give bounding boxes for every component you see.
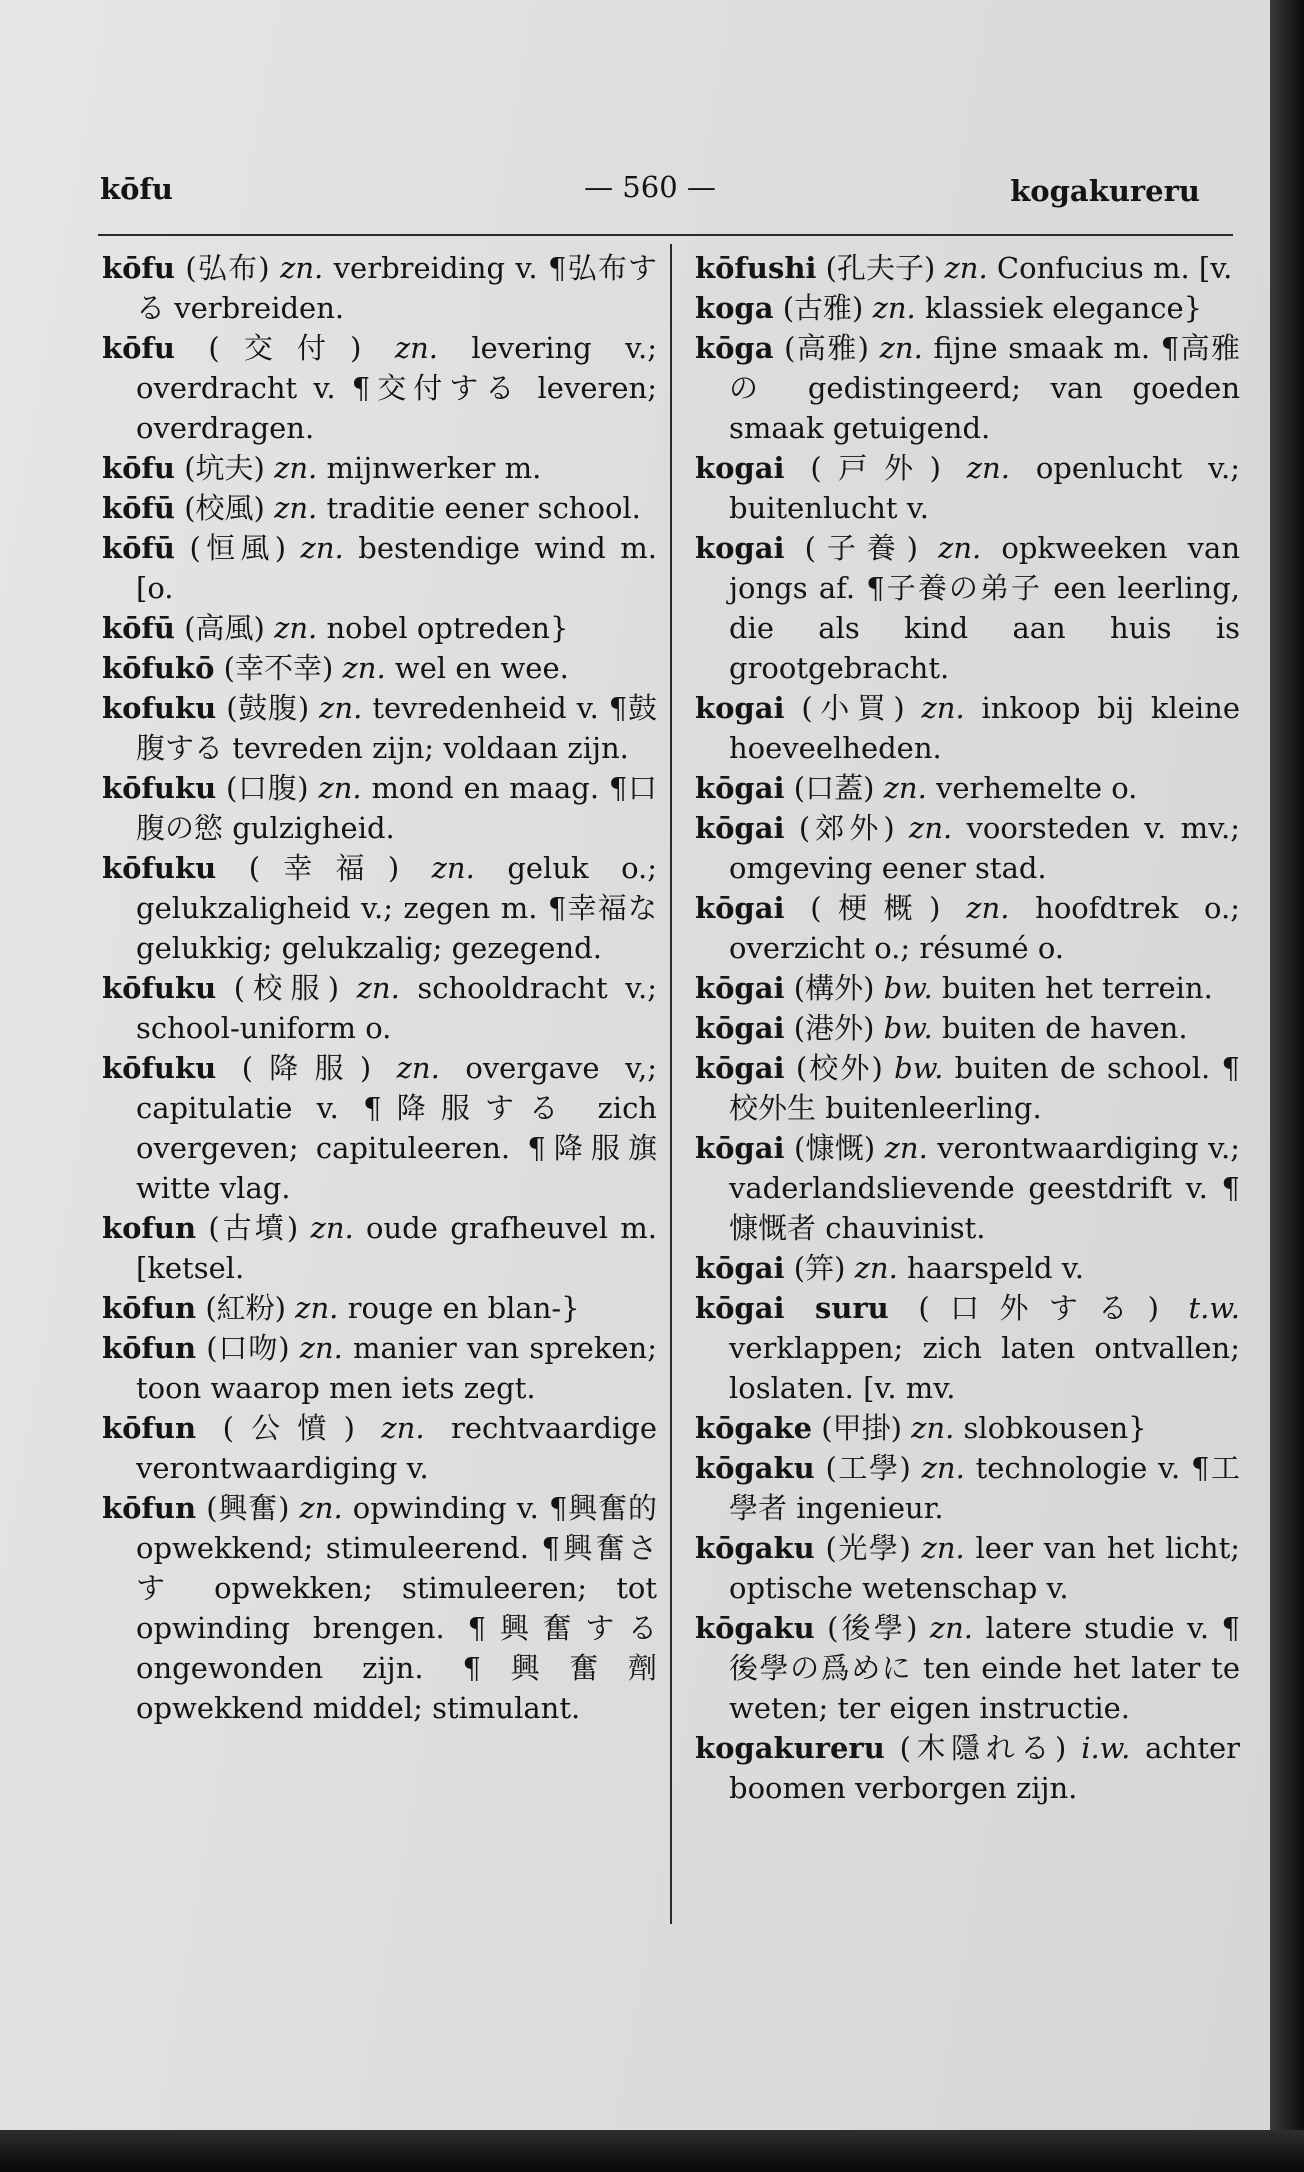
entry-headword: koga [695,291,774,325]
entry-headword: kōgaku [695,1611,815,1645]
dictionary-entry [695,968,1240,1008]
entry-definition: manier van spreken; toon waarop men iets zegt. [136,1331,658,1405]
entry-headword: kōfuku [102,771,217,805]
entry-definition: openlucht v.; buitenlucht v. [729,451,1240,525]
entry-part-of-speech: t.w. [1188,1291,1241,1325]
entry-kanji: (甲掛) [821,1411,902,1445]
entry-headword: kōfun [102,1331,197,1365]
entry-part-of-speech: zn. [356,971,400,1005]
entry-part-of-speech: zn. [909,811,953,845]
entry-headword: kōgai suru [695,1291,889,1325]
dictionary-entry [695,1288,1240,1408]
entry-kanji: (興奮) [206,1491,290,1525]
dictionary-entry [695,1008,1240,1048]
entry-part-of-speech: zn. [966,891,1010,925]
entry-part-of-speech: zn. [318,771,362,805]
header-left-guideword: kōfu [100,172,173,206]
dictionary-entry [695,1248,1240,1288]
entry-definition: verontwaardiging v.; vaderlandslievende geestdrift v. ¶慷慨者 chauvinist. [729,1131,1241,1245]
entry-headword: kōfū [102,531,175,565]
entry-kanji: (幸不幸) [223,651,334,685]
dictionary-entry [695,528,1240,688]
entry-part-of-speech: zn. [274,491,318,525]
entry-headword: kogai [695,451,785,485]
dictionary-entry [102,688,657,768]
entry-definition: klassiek elegance} [925,291,1203,325]
entry-part-of-speech: zn. [431,851,475,885]
entry-part-of-speech: zn. [966,451,1010,485]
entry-kanji: (弘布) [185,251,270,285]
entry-kanji: (小買) [801,691,905,725]
entry-headword: kofuku [102,691,217,725]
entry-headword: kogakureru [695,1731,885,1765]
entry-definition: rechtvaardige verontwaardiging v. [136,1411,658,1485]
entry-definition: Confucius m. [v. [996,251,1233,285]
header-right-guideword: kogakureru [1010,174,1200,208]
entry-part-of-speech: bw. [894,1051,944,1085]
entry-kanji: (孔夫子) [825,251,936,285]
entry-definition: wel en wee. [394,651,569,685]
page-number: — 560 — [584,170,716,204]
entry-definition: opkweeken van jongs af. ¶子養の弟子 een leerling, die als kind aan huis is grootgebracht. [729,531,1241,685]
entry-headword: kōgai [695,1131,785,1165]
dictionary-entry [102,1408,657,1488]
dictionary-entry [102,528,657,608]
entry-part-of-speech: zn. [274,611,318,645]
entry-part-of-speech: zn. [944,251,988,285]
entry-headword: kōgake [695,1411,813,1445]
entry-definition: mond en maag. ¶口腹の慾 gulzigheid. [136,771,658,845]
entry-part-of-speech: zn. [299,1491,343,1525]
entry-headword: kōgaku [695,1451,815,1485]
entry-definition: verklappen; zich laten ontvallen; loslaten. [v. mv. [729,1331,1240,1405]
entry-part-of-speech: zn. [319,691,363,725]
entry-kanji: (恒風) [189,531,287,565]
entry-kanji: (高風) [184,611,265,645]
entry-kanji: (光學) [825,1531,911,1565]
entry-part-of-speech: zn. [911,1411,955,1445]
entry-kanji: (慷慨) [793,1131,876,1165]
dictionary-entry [102,1208,657,1288]
entry-definition: verhemelte o. [936,771,1138,805]
entry-headword: kōfū [102,491,175,525]
entry-part-of-speech: zn. [879,331,923,365]
dictionary-entry [102,648,657,688]
entry-headword: kōgai [695,771,785,805]
dictionary-entry [102,448,657,488]
entry-kanji: (構外) [793,971,875,1005]
entry-headword: kōgaku [695,1531,815,1565]
entry-definition: leer van het licht; optische wetenschap v. [729,1531,1241,1605]
entry-part-of-speech: zn. [300,531,344,565]
entry-part-of-speech: zn. [310,1211,354,1245]
entry-part-of-speech: zn. [381,1411,425,1445]
entry-kanji: (高雅) [784,331,869,365]
dictionary-entry [695,888,1240,968]
entry-kanji: (降服) [241,1051,372,1085]
dictionary-entry [695,1048,1240,1128]
dictionary-entry [695,1608,1240,1728]
entry-headword: kōga [695,331,774,365]
dictionary-entry [102,1048,657,1208]
entry-kanji: (幸福) [248,851,400,885]
entry-part-of-speech: bw. [883,971,933,1005]
entry-headword: kōgai [695,1051,785,1085]
entry-part-of-speech: zn. [884,1131,928,1165]
entry-headword: kofun [102,1211,197,1245]
entry-kanji: (後學) [827,1611,918,1645]
entry-headword: kōfū [102,611,175,645]
dictionary-entry [695,768,1240,808]
entry-definition: voorsteden v. mv.; omgeving eener stad. [729,811,1241,885]
entry-headword: kōfun [102,1491,197,1525]
entry-kanji: (校風) [184,491,265,525]
entry-definition: tevredenheid v. ¶鼓腹する tevreden zijn; voldaan zijn. [136,691,658,765]
entry-definition: achter boomen verborgen zijn. [729,1731,1241,1805]
dictionary-entry [695,448,1240,528]
dictionary-entry [102,328,657,448]
entry-definition: buiten de school. ¶校外生 buitenleerling. [729,1051,1241,1125]
entry-kanji: (交付) [208,331,362,365]
entry-definition: schooldracht v.; school-uniform o. [136,971,658,1045]
entry-kanji: (校服) [233,971,340,1005]
entry-headword: kōgai [695,1251,785,1285]
entry-headword: kōgai [695,1011,785,1045]
entry-headword: kōfun [102,1411,197,1445]
right-column [695,248,1240,1808]
entry-part-of-speech: bw. [883,1011,933,1045]
dictionary-entry [695,248,1240,288]
entry-definition: geluk o.; gelukzaligheid v.; zegen m. ¶幸福な gelukkig; gelukzalig; gezegend. [136,851,658,965]
entry-kanji: (古墳) [208,1211,299,1245]
running-header [100,168,1200,212]
entry-definition: opwinding v. ¶興奮的 opwekkend; stimuleerend. ¶興奮さす opwekken; stimuleeren; tot opwinding brengen. ¶興奮する ongewonden zijn. ¶興奮劑 opwekkend middel; stimulant. [136,1491,658,1725]
entry-headword: kōgai [695,811,785,845]
entry-part-of-speech: zn. [299,1331,343,1365]
entry-definition: fijne smaak m. ¶高雅の gedistingeerd; van goeden smaak getuigend. [729,331,1240,445]
entry-definition: mijnwerker m. [326,451,542,485]
entry-part-of-speech: zn. [274,451,318,485]
entry-part-of-speech: zn. [854,1251,898,1285]
entry-kanji: (港外) [793,1011,875,1045]
entry-part-of-speech: zn. [938,531,982,565]
entry-part-of-speech: zn. [929,1611,974,1645]
entry-definition: traditie eener school. [326,491,641,525]
entry-definition: buiten het terrein. [942,971,1213,1005]
entry-headword: kōfu [102,451,175,485]
left-column [102,248,657,1728]
entry-kanji: (子養) [804,531,918,565]
dictionary-entry [695,1528,1240,1608]
dictionary-entry [102,968,657,1048]
entry-part-of-speech: i.w. [1081,1731,1131,1765]
entry-headword: kōgai [695,971,785,1005]
entry-definition: slobkousen} [963,1411,1147,1445]
entry-headword: kōgai [695,891,785,925]
dictionary-entry [102,488,657,528]
entry-part-of-speech: zn. [280,251,324,285]
dictionary-entry [102,1328,657,1408]
entry-definition: verbreiding v. ¶弘布する verbreiden. [136,251,658,325]
entry-definition: haarspeld v. [907,1251,1084,1285]
entry-part-of-speech: zn. [921,1451,965,1485]
column-divider [670,244,672,1924]
entry-kanji: (戸外) [810,451,941,485]
dictionary-entry [695,1448,1240,1528]
entry-part-of-speech: zn. [295,1291,339,1325]
entry-definition: oude grafheuvel m. [ketsel. [136,1211,657,1285]
entry-headword: kōfuku [102,1051,217,1085]
entry-kanji: (口蓋) [793,771,875,805]
dictionary-entry [695,328,1240,448]
dictionary-entry [695,1128,1240,1248]
entry-kanji: (口吻) [206,1331,290,1365]
entry-kanji: (坑夫) [184,451,265,485]
entry-headword: kogai [695,691,785,725]
entry-kanji: (梗概) [810,891,941,925]
entry-headword: kōfu [102,251,175,285]
entry-part-of-speech: zn. [872,291,916,325]
dictionary-entry [695,1408,1240,1448]
entry-kanji: (郊外) [798,811,895,845]
dictionary-entry [695,1728,1240,1808]
page-bottom-shadow [0,2130,1304,2172]
entry-definition: inkoop bij kleine hoeveelheden. [729,691,1241,765]
dictionary-entry [102,248,657,328]
header-rule [98,234,1233,236]
entry-definition: technologie v. ¶工學者 ingenieur. [729,1451,1241,1525]
entry-kanji: (公憤) [222,1411,355,1445]
dictionary-entry [695,808,1240,888]
entry-kanji: (鼓腹) [226,691,310,725]
entry-definition: hoofdtrek o.; overzicht o.; résumé o. [729,891,1240,965]
entry-kanji: (木隱れる) [899,1731,1067,1765]
entry-kanji: (紅粉) [205,1291,286,1325]
dictionary-entry [102,608,657,648]
entry-part-of-speech: zn. [394,331,438,365]
entry-part-of-speech: zn. [342,651,386,685]
entry-definition: rouge en blan-} [347,1291,580,1325]
entry-kanji: (口外する) [918,1291,1159,1325]
entry-headword: kōfuku [102,971,217,1005]
entry-headword: kōfukō [102,651,215,685]
dictionary-entry [102,1288,657,1328]
dictionary-entry [102,1488,657,1728]
entry-headword: kogai [695,531,785,565]
entry-definition: buiten de haven. [942,1011,1188,1045]
dictionary-entry [102,848,657,968]
entry-kanji: (口腹) [226,771,309,805]
entry-definition: bestendige wind m. [o. [136,531,657,605]
dictionary-entry [102,768,657,848]
entry-definition: nobel optreden} [326,611,569,645]
entry-part-of-speech: zn. [396,1051,440,1085]
entry-headword: kōfu [102,331,175,365]
page-edge-shadow [1270,0,1304,2172]
entry-headword: kōfushi [695,251,817,285]
entry-kanji: (笄) [793,1251,846,1285]
entry-kanji: (校外) [795,1051,883,1085]
entry-kanji: (工學) [825,1451,911,1485]
dictionary-entry [695,688,1240,768]
entry-headword: kōfuku [102,851,217,885]
entry-definition: latere studie v. ¶後學の爲めに ten einde het later te weten; ter eigen instructie. [729,1611,1241,1725]
entry-part-of-speech: zn. [921,1531,965,1565]
entry-part-of-speech: zn. [883,771,927,805]
dictionary-entry [695,288,1240,328]
entry-kanji: (古雅) [782,291,864,325]
entry-definition: overgave v,; capitulatie v. ¶降服する zich overgeven; capituleeren. ¶降服旗 witte vlag. [136,1051,658,1205]
entry-headword: kōfun [102,1291,197,1325]
entry-definition: levering v.; overdracht v. ¶交付する leveren; overdragen. [136,331,658,445]
entry-part-of-speech: zn. [921,691,965,725]
